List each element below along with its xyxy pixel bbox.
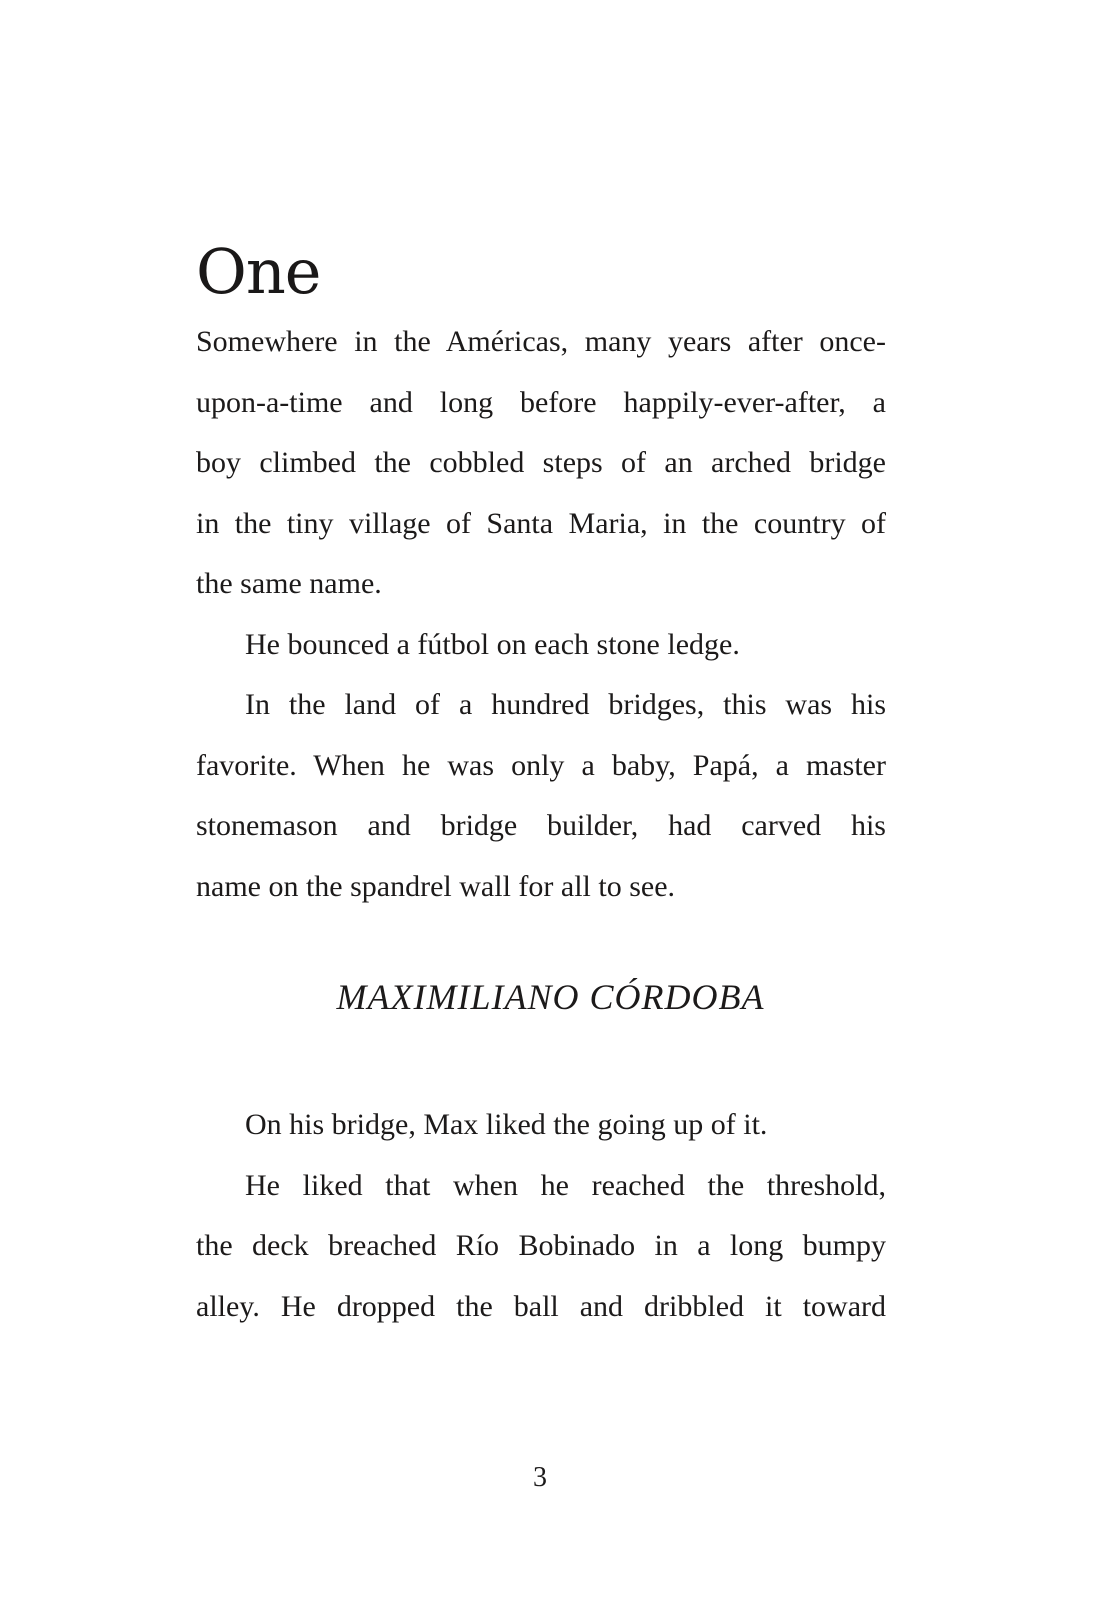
text-line: the deck breached Río Bobinado in a long bumpy	[196, 1229, 886, 1262]
text-line: upon-a-time and long before happily-ever-after, a	[196, 385, 886, 419]
body-text-upper	[196, 312, 886, 917]
paragraph	[196, 615, 886, 676]
text-line: On his bridge, Max liked the going up of it.	[245, 1108, 768, 1141]
text-line: He bounced a fútbol on each stone ledge.	[245, 627, 740, 661]
text-line: alley. He dropped the ball and dribbled it toward	[196, 1289, 886, 1323]
text-line: the same name.	[196, 567, 382, 600]
carved-name-inscription: MAXIMILIANO CÓRDOBA	[336, 977, 765, 1017]
text-line: in the tiny village of Santa Maria, in the country of	[196, 506, 886, 540]
paragraph	[196, 1095, 886, 1156]
page-number: 3	[533, 1462, 547, 1493]
text-line: stonemason and bridge builder, had carved his	[196, 809, 886, 842]
chapter-title: One	[196, 235, 321, 308]
paragraph	[196, 1156, 886, 1338]
text-line: name on the spandrel wall for all to see.	[196, 869, 676, 903]
text-line: He liked that when he reached the threshold,	[245, 1168, 886, 1202]
text-line: Somewhere in the Américas, many years after once-	[196, 325, 886, 358]
paragraph	[196, 675, 886, 917]
body-text-lower	[196, 1095, 886, 1337]
paragraph	[196, 312, 886, 615]
text-line: favorite. When he was only a baby, Papá, a master	[196, 748, 886, 782]
text-line: In the land of a hundred bridges, this was his	[245, 688, 886, 721]
text-line: boy climbed the cobbled steps of an arched bridge	[196, 446, 886, 479]
